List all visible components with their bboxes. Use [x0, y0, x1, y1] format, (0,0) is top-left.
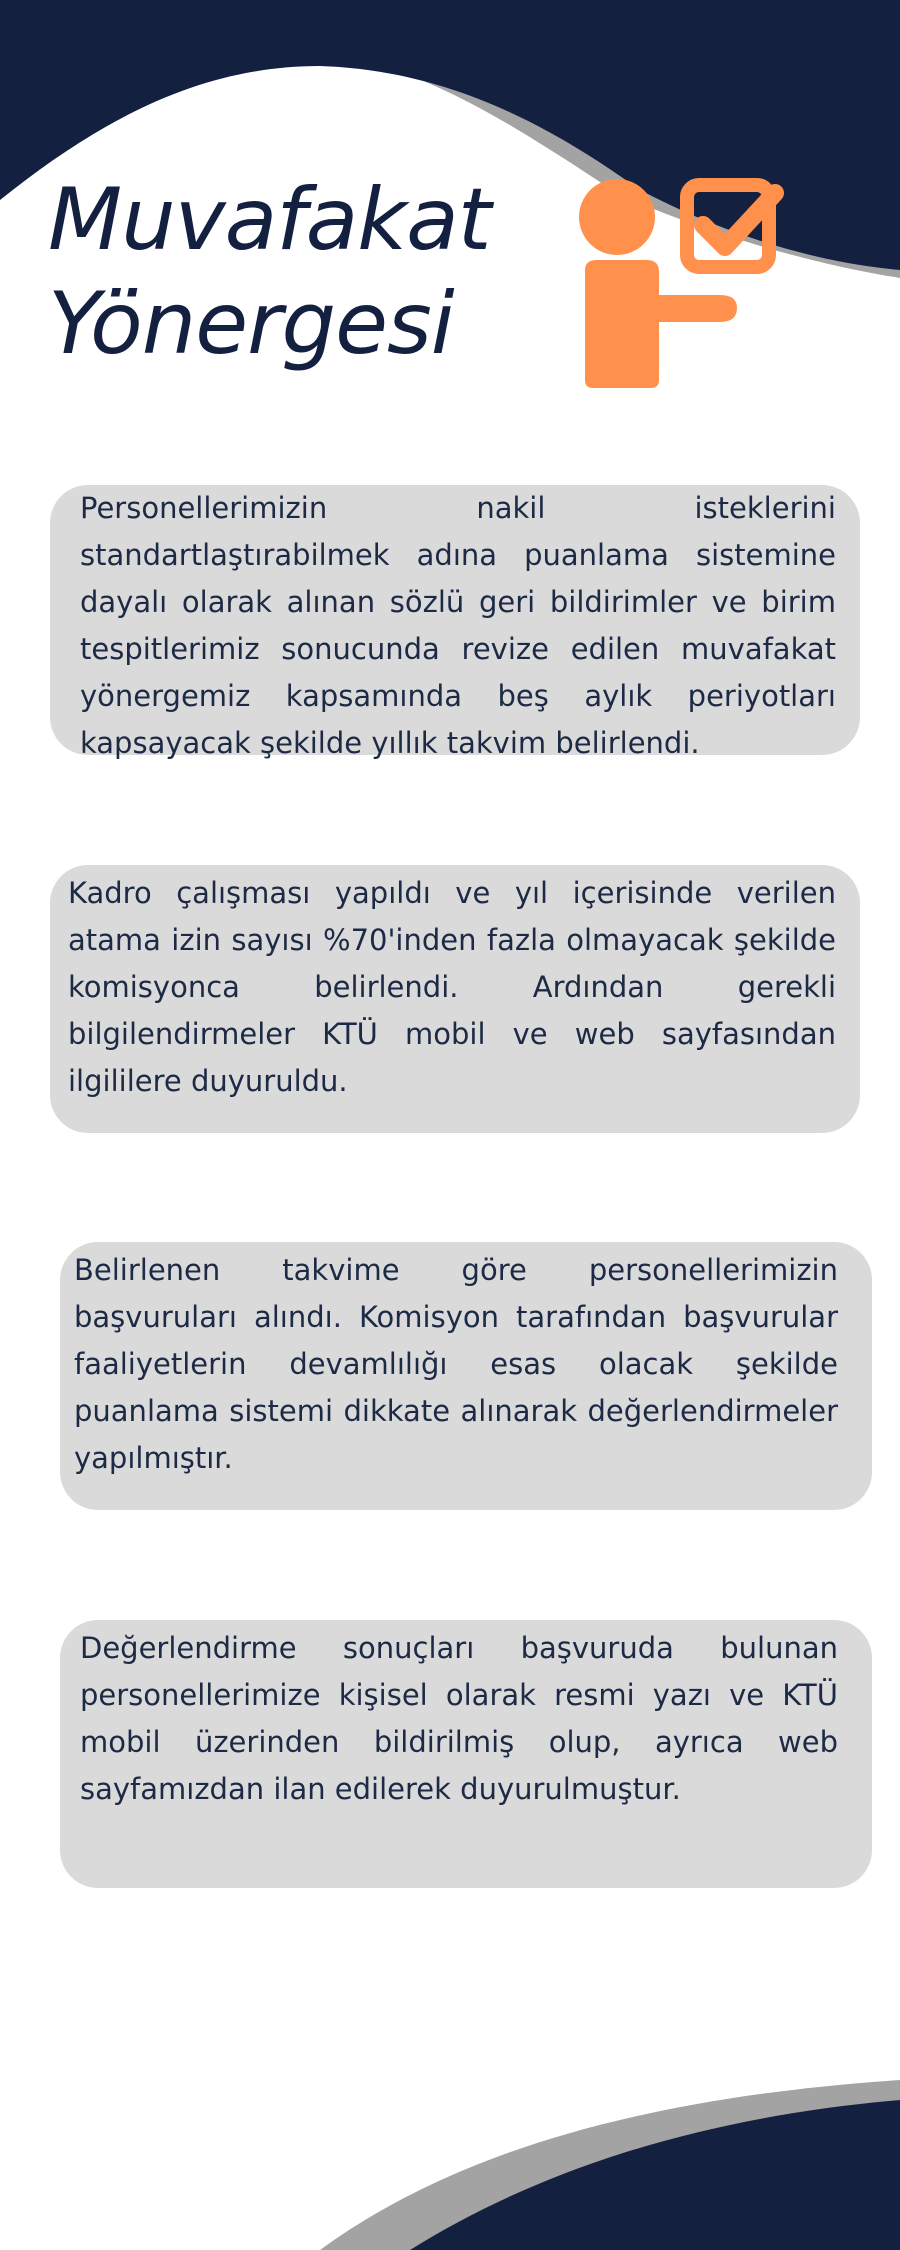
info-card-text: Değerlendirme sonuçları başvuruda bulunan personellerimize kişisel olarak resmi yazı ve KTÜ mobil üzerinden bildirilmiş olup, ayrıca web sayfamızdan ilan edilerek duyurulmuştur.: [80, 1631, 838, 1806]
info-card-2: [50, 865, 860, 1133]
info-card-1: [50, 485, 860, 760]
info-card-text: Belirlenen takvime göre personellerimizin başvuruları alındı. Komisyon tarafından başvurular faaliyetlerin devamlılığı esas olacak şekilde puanlama sistemi dikkate alınarak değerlendirmeler yapılmıştır.: [74, 1253, 838, 1475]
person-presenting-checklist-icon: [575, 175, 800, 390]
info-card-3: [60, 1242, 872, 1510]
info-card-text: Kadro çalışması yapıldı ve yıl içerisinde verilen atama izin sayısı %70'inden fazla olmayacak şekilde komisyonca belirlendi. Ardından gerekli bilgilendirmeler KTÜ mobil ve web sayfasından ilgililere duyuruldu.: [68, 876, 836, 1098]
title-line-1: Muvafakat: [48, 170, 491, 270]
info-card-text: Personellerimizin nakil isteklerini standartlaştırabilmek adına puanlama sistemine dayalı olarak alınan sözlü geri bildirimler ve birim tespitlerimiz sonucunda revize edilen muvafakat yönergemiz kapsamında beş aylık periyotları kapsayacak şekilde yıllık takvim belirlendi.: [80, 491, 836, 760]
title-line-2: Yönergesi: [48, 274, 454, 374]
page-title: [48, 168, 491, 376]
footer-wave-decoration: [0, 2060, 900, 2250]
info-card-4: [60, 1620, 872, 1888]
